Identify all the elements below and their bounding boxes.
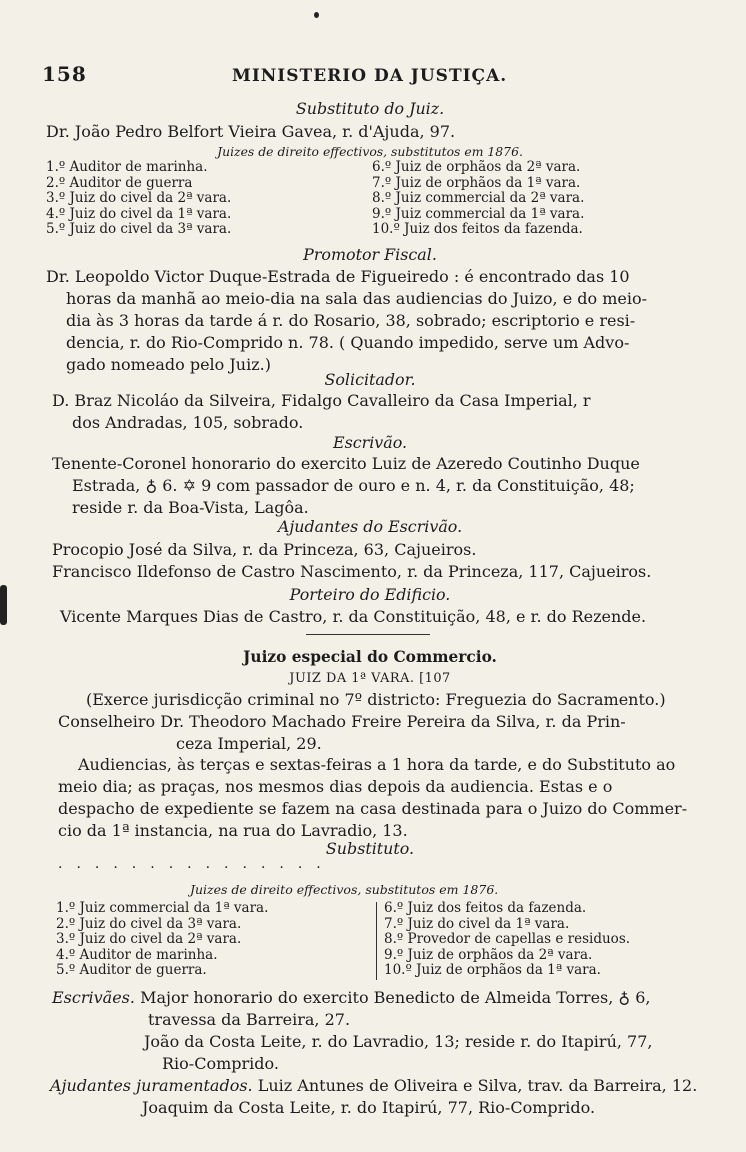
text-span: Major honorario do exercito Benedicto de Almeida Torres, ♁ 6, xyxy=(140,988,651,1007)
text-line: Francisco Ildefonso de Castro Nascimento, r. da Princeza, 117, Cajueiros. xyxy=(52,562,652,581)
list-item: 9.º Juiz commercial da 1ª vara. xyxy=(372,205,585,222)
text-line: Audiencias, às terças e sextas-feiras a 1 hora da tarde, e do Substituto ao xyxy=(78,755,676,774)
list-item: 5.º Juiz do civel da 3ª vara. xyxy=(46,221,232,237)
list-item: 5.º Auditor de guerra. xyxy=(56,962,207,978)
text-line: Rio-Comprido. xyxy=(162,1054,279,1073)
substitute-heading: Substituto do Juiz. xyxy=(295,99,445,118)
list-item: 4.º Juiz do civel da 1ª vara. xyxy=(46,205,232,222)
text-line: dos Andradas, 105, sobrado. xyxy=(72,413,304,432)
ajudantes-label: Ajudantes juramentados. xyxy=(50,1076,253,1095)
page-number: 158 xyxy=(42,62,87,86)
judges-right-list-2 xyxy=(384,901,630,979)
list-item: 6.º Juiz dos feitos da fazenda. xyxy=(384,900,587,916)
text-line: João da Costa Leite, r. do Lavradio, 13; reside r. do Itapirú, 77, xyxy=(144,1032,653,1051)
list-item: 7.º Juiz do civel da 1ª vara. xyxy=(384,915,570,932)
text-line: Tenente-Coronel honorario do exercito Luiz de Azeredo Coutinho Duque xyxy=(52,454,640,473)
list-item: 8.º Provedor de capellas e residuos. xyxy=(384,931,631,947)
text-line: Estrada, ♁ 6. ✡ 9 com passador de ouro e n. 4, r. da Constituição, 48; xyxy=(72,476,635,495)
list-item: 1.º Juiz commercial da 1ª vara. xyxy=(56,900,269,916)
judges-heading-2: Juizes de direito effectivos, substitutos em 1876. xyxy=(190,882,499,897)
ajudantes-text xyxy=(52,539,651,583)
text-line: Procopio José da Silva, r. da Princeza, 63, Cajueiros. xyxy=(52,540,477,559)
text-line: cio da 1ª instancia, na rua do Lavradio, 13. xyxy=(58,821,408,840)
jurisdiction-note: (Exerce jurisdicção criminal no 7º districto: Freguezia do Sacramento.) xyxy=(86,690,666,709)
list-item: 9.º Juiz de orphãos da 2ª vara. xyxy=(384,946,593,963)
judges-left-list-2 xyxy=(56,901,268,979)
dot-leader: ............... xyxy=(58,856,335,872)
list-item: 2.º Auditor de guerra xyxy=(46,174,193,191)
substitute-heading-2: Substituto. xyxy=(325,839,415,858)
escrivao-text xyxy=(52,453,640,519)
list-item: 1.º Auditor de marinha. xyxy=(46,159,208,175)
escrivaes-label: Escrivães. xyxy=(52,988,135,1007)
judges-left-list xyxy=(46,160,231,238)
text-line: reside r. da Boa-Vista, Lagôa. xyxy=(72,498,309,517)
running-title: MINISTERIO DA JUSTIÇA. xyxy=(232,66,508,86)
escrivaes-block xyxy=(52,987,653,1075)
list-item: 8.º Juiz commercial da 2ª vara. xyxy=(372,190,585,206)
list-item: 7.º Juiz de orphãos da 1ª vara. xyxy=(372,174,581,191)
promotor-text xyxy=(46,266,647,376)
list-item: 4.º Auditor de marinha. xyxy=(56,946,218,963)
column-divider xyxy=(376,902,377,980)
text-line: meio dia; as praças, nos mesmos dias depois da audiencia. Estas e o xyxy=(58,777,613,796)
ajudantes-block-2 xyxy=(50,1075,697,1119)
audiencias-text xyxy=(58,754,687,842)
text-line: travessa da Barreira, 27. xyxy=(148,1010,351,1029)
text-span: Luiz Antunes de Oliveira e Silva, trav. da Barreira, 12. xyxy=(257,1076,698,1095)
ink-speck xyxy=(314,12,319,18)
text-line: ceza Imperial, 29. xyxy=(176,734,322,753)
judges-right-list xyxy=(372,160,584,238)
text-line: horas da manhã ao meio-dia na sala das audiencias do Juizo, e do meio- xyxy=(66,289,648,308)
list-item: 2.º Juiz do civel da 3ª vara. xyxy=(56,915,242,932)
text-line: Conselheiro Dr. Theodoro Machado Freire Pereira da Silva, r. da Prin- xyxy=(58,712,626,731)
text-line: Joaquim da Costa Leite, r. do Itapirú, 77, Rio-Comprido. xyxy=(142,1098,596,1117)
section-title: Juizo especial do Commercio. xyxy=(243,647,497,666)
text-line xyxy=(52,987,653,1009)
ajudantes-heading: Ajudantes do Escrivão. xyxy=(277,517,463,536)
text-line xyxy=(50,1075,697,1097)
text-line: Dr. Leopoldo Victor Duque-Estrada de Figueiredo : é encontrado das 10 xyxy=(46,267,630,286)
solicitador-heading: Solicitador. xyxy=(324,370,416,389)
solicitador-text xyxy=(52,390,591,434)
porteiro-text: Vicente Marques Dias de Castro, r. da Constituição, 48, e r. do Rezende. xyxy=(60,607,647,626)
substitute-name: Dr. João Pedro Belfort Vieira Gavea, r. d'Ajuda, 97. xyxy=(46,122,456,141)
text-line: D. Braz Nicoláo da Silveira, Fidalgo Cavalleiro da Casa Imperial, r xyxy=(52,391,591,410)
text-line: dencia, r. do Rio-Comprido n. 78. ( Quando impedido, serve um Advo- xyxy=(66,333,630,352)
list-item: 10.º Juiz de orphãos da 1ª vara. xyxy=(384,962,601,978)
list-item: 3.º Juiz do civel da 2ª vara. xyxy=(46,190,232,206)
escrivao-heading: Escrivão. xyxy=(332,433,408,452)
section-divider xyxy=(306,634,430,635)
text-line: gado nomeado pelo Juiz.) xyxy=(66,355,271,374)
judges-heading: Juizes de direito effectivos, substitutos em 1876. xyxy=(217,144,523,159)
text-line: despacho de expediente se fazem na casa destinada para o Juizo do Commer- xyxy=(58,799,688,818)
porteiro-heading: Porteiro do Edificio. xyxy=(289,585,451,604)
list-item: 6.º Juiz de orphãos da 2ª vara. xyxy=(372,159,581,175)
judge-text xyxy=(58,711,626,755)
section-subtitle: JUIZ DA 1ª VARA. [107 xyxy=(289,671,451,686)
text-line: dia às 3 horas da tarde á r. do Rosario, 38, sobrado; escriptorio e resi- xyxy=(66,311,636,330)
list-item: 3.º Juiz do civel da 2ª vara. xyxy=(56,931,242,947)
list-item: 10.º Juiz dos feitos da fazenda. xyxy=(372,221,583,237)
promotor-heading: Promotor Fiscal. xyxy=(303,245,437,264)
